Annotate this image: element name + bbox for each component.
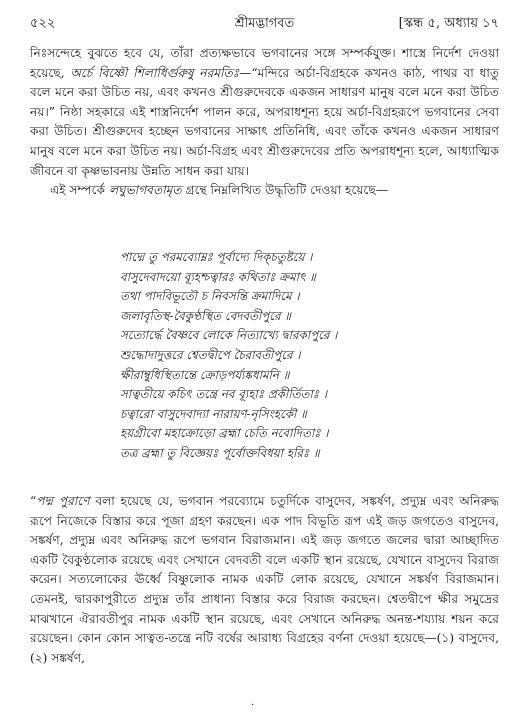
paragraph-2-prefix: এই সম্পর্কে: [50, 183, 109, 198]
paragraph-1-text-b: —“মন্দিরে অর্চা-বিগ্রহকে কখনও কাঠ, পাথর বা ধাতু বলে মনে করা উচিত নয়, এবং কখনও শ্রীগুরুদেবকে একজন সাধারণ মানুষ বলে মনে করা উচিত নয়।” নিষ্ঠা সহকারে এই শাস্ত্রনির্দেশ পালন করে, অপরাধশূন্য হয়ে অর্চা-বিগ্রহরূপে ভগবানের সেবা করা উচিত। শ্রীগুরুদেব হচ্ছেন ভগবানের সাক্ষাৎ প্রতিনিধি, এবং তাঁকে কখনও একজন সাধারণ মানুষ বলে মনে করা উচিত নয়। অর্চা-বিগ্রহ এবং শ্রীগুরুদেবের প্রতি অপরাধশূন্য হলে, আধ্যাত্মিক জীবনে বা কৃষ্ণভাবনায় উন্নতি সাধন করা যায়।: [30, 65, 499, 178]
page-header: [30, 14, 499, 34]
verse-line: সত্যোর্দ্ধে বৈষ্ণবে লোকে নিত্যাখ্যে দ্বারকাপুরে ।: [120, 328, 338, 343]
verse-line: শুদ্ধোদাদুত্তরে শ্বেতদ্বীপে চৈরাবতীপুরে ।: [120, 347, 301, 362]
verse-line: তথা পাদবিভূতৌ চ নিবসন্তি ক্রমাদিমে ।: [120, 289, 300, 304]
page-number: ৫২২: [30, 16, 56, 31]
verse-line: তত্র ব্রহ্মা তু বিজ্ঞেয়ঃ পূর্বোক্তবিধয়া হরিঃ ॥: [120, 445, 320, 460]
paragraph-2: [30, 181, 499, 201]
paragraph-1: [30, 44, 499, 181]
sanskrit-verse-block: [120, 248, 337, 464]
book-title: শ্রীমদ্ভাগবত: [234, 16, 295, 31]
paragraph-2-suffix: গ্রন্থে নিম্নলিখিত উদ্ধৃতিটি দেওয়া হয়েছে—: [181, 183, 389, 198]
purport-section: [30, 44, 499, 201]
source-reference: পদ্ম পুরাণে: [36, 494, 90, 508]
verse-line: হয়গ্রীবো মহাক্রোড়ো ব্রহ্মা চেতি নবোদিতাঃ ।: [120, 426, 329, 441]
book-reference: লঘুভাগবতামৃত: [108, 183, 182, 198]
translation-section: [30, 492, 499, 668]
open-quote: “: [30, 494, 37, 508]
verse-line: জলাবৃতিস্থ-বৈকুণ্ঠস্থিত বেদবতীপুরে ॥: [120, 308, 291, 323]
verse-line: চত্বারো বাসুদেবাদ্যা নারায়ণ-নৃসিংহকৌ ॥: [120, 406, 307, 421]
paragraph-3-text: বলা হয়েছে যে, ভগবান পরব্যোমে চতুর্দিকে বাসুদেব, সঙ্কর্ষণ, প্রদ্যুম্ন এবং অনিরুদ্ধ রূপে নিজেকে বিস্তার করে পূজা গ্রহণ করছেন। এক পাদ বিভূতি রূপ এই জড় জগতেও বাসুদেব, সঙ্কর্ষণ, প্রদ্যুম্ন এবং অনিরুদ্ধ রূপে ভগবান বিরাজমান। এই জড় জগতে জলের দ্বারা আচ্ছাদিত একটি বৈকুণ্ঠলোক রয়েছে এবং সেখানে বেদবতী বলে একটি স্থান রয়েছে, যেখানে বাসুদেব বিরাজ করেন। সত্যলোকের ঊর্ধ্বে বিষ্ণুলোক নামক একটি লোক রয়েছে, যেখানে সঙ্কর্ষণ বিরাজমান। তেমনই, দ্বারকাপুরীতে প্রদ্যুম্ন তাঁর প্রাধান্য বিস্তার করে বিরাজ করছেন। শ্বেতদ্বীপে ক্ষীর সমুদ্রের মাঝখানে ঐরাবতীপুর নামক একটি স্থান রয়েছে, এবং সেখানে অনিরুদ্ধ অনন্ত-শয্যায় শয়ন করে রয়েছেন। কোন কোন সাত্বত-তন্ত্রে নটি বর্ষের আরাধ্য বিগ্রহের বর্ণনা দেওয়া হয়েছে—(১) বাসুদেব, (২) সঙ্কর্ষণ,: [30, 494, 499, 665]
verse-line: পাদ্মে তু পরমব্যোম্নঃ পূর্বাদ্যে দিক্‌চতুষ্টয়ে ।: [120, 250, 313, 264]
sanskrit-quote: অর্চে বিষ্ণৌ শিলাধির্গুরুষু নরমতিঃ: [70, 65, 240, 80]
paragraph-3: [30, 492, 499, 668]
verse-line: সাত্বতীয়ে কচিৎ তন্ত্রে নব ব্যূহাঃ প্রকীর্তিতাঃ ।: [120, 387, 328, 402]
verse-line: বাসুদেবাদয়ো ব্যূহশ্চত্বারঃ কথিতাঃ ক্রমাৎ ॥: [120, 269, 316, 284]
footer-mark: ·: [251, 700, 255, 711]
chapter-reference: [স্কন্ধ ৫, অধ্যায় ১৭: [398, 16, 499, 31]
paragraph-1-text-a: নিঃসন্দেহে বুঝতে হবে যে, তাঁরা প্রত্যক্ষভাবে ভগবানের সঙ্গে সম্পর্কযুক্ত। শাস্ত্রে নির্দেশ দেওয়া হয়েছে,: [30, 46, 499, 80]
verse-line: ক্ষীরাম্বুধিস্থিতান্তে ক্রোড়পর্য্যঙ্কধামনি ॥: [120, 367, 290, 382]
